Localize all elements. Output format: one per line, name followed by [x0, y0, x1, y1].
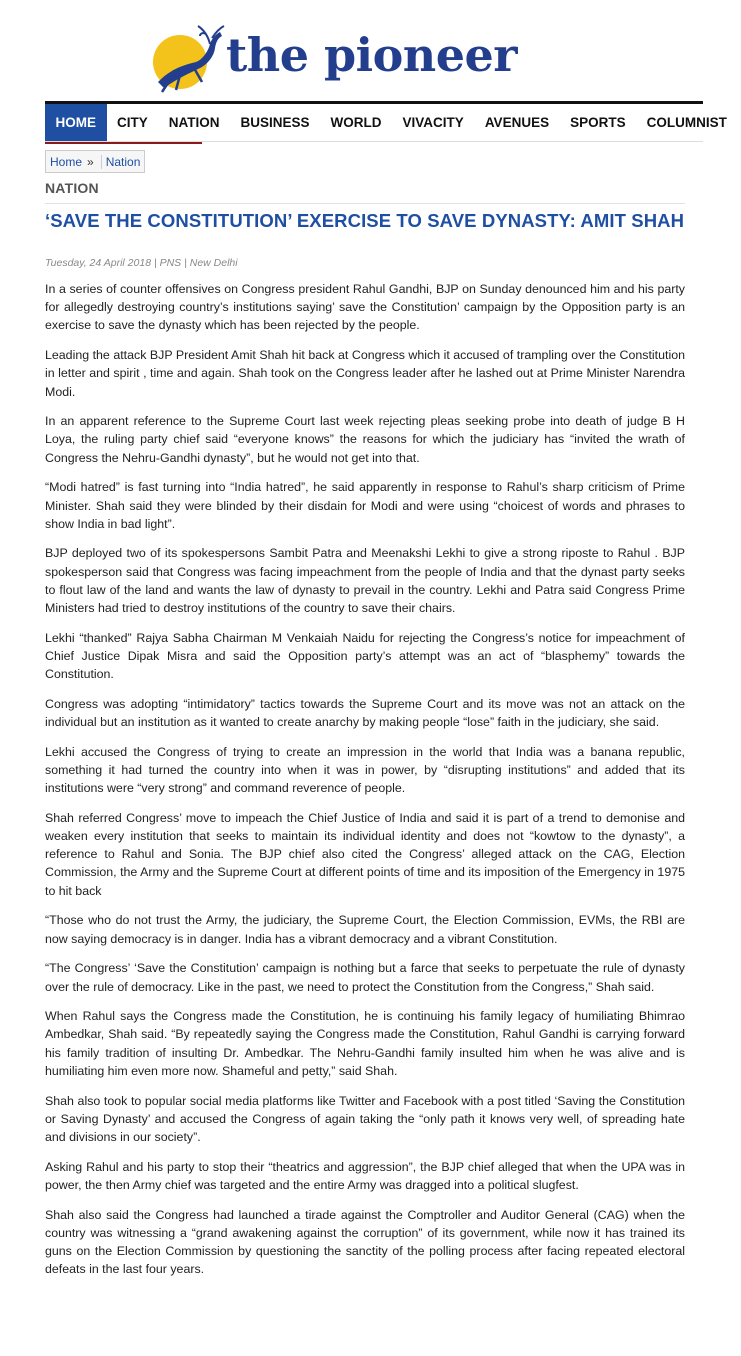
nav-item-world[interactable]: WORLD: [330, 115, 382, 130]
article-paragraph: Lekhi accused the Congress of trying to create an impression in the world that India was a banana republic, something it had turned the country into when it was in power, by “disrupting institutions” and added that its institutions were “very strong” and command reverence of people.: [45, 744, 685, 796]
nav-item-sports[interactable]: SPORTS: [570, 115, 626, 130]
article-paragraph: When Rahul says the Congress made the Constitution, he is continuing his family legacy of humiliating Bhimrao Ambedkar, Shah said. “By repeatedly saying the Congress made the Constitution, Rahul Gandhi is carrying forward his family tradition of insulting Dr. Ambedkar. The Nehru-Gandhi family insulted him when he was alive and is humiliating him even more now. Shameful and petty,” said Shah.: [45, 1009, 685, 1078]
nav-item-vivacity[interactable]: VIVACITY: [402, 115, 464, 130]
nav-item-business[interactable]: BUSINESS: [240, 115, 310, 130]
article-paragraph: Congress was adopting “intimidatory” tactics towards the Supreme Court and its move was not an attack on the individual but an institution as it wanted to create anarchy by making people “lose” faith in the judiciary, she said.: [45, 696, 685, 730]
article-paragraph: Leading the attack BJP President Amit Shah hit back at Congress which it accused of trampling over the Constitution in letter and spirit , time and again. Shah took on the Congress leader after he lashed out at Prime Minister Narendra Modi.: [45, 348, 685, 399]
site-logo[interactable]: [150, 20, 530, 96]
article-paragraph: BJP deployed two of its spokespersons Sambit Patra and Meenakshi Lekhi to give a strong riposte to Rahul . BJP spokesperson said that Congress was facing impeachment from the people of India and that the dynast party seeks to flout law of the land and wants the law of dynasty to prevail in the country. Lekhi and Patra said Congress Prime Ministers had tried to destroy institutions of the country to save their chairs.: [45, 546, 685, 616]
section-title: NATION: [45, 180, 99, 196]
breadcrumb-separator: »: [87, 154, 94, 169]
article-paragraph: In an apparent reference to the Supreme Court last week rejecting pleas seeking probe into death of judge B H Loya, the ruling party chief said “everyone knows” the reasons for which the judiciary has “invited the wrath of Congress the Nehru-Gandhi dynasty”, but he would not get into that.: [45, 414, 685, 465]
article-paragraph: In a series of counter offensives on Congress president Rahul Gandhi, BJP on Sunday denounced him and his party for allegedly destroying country’s institutions saying’ save the Constitution’ campaign by the Opposition party is an exercise to save the dynasty which has been rejected by the people.: [45, 282, 685, 333]
nav-item-home[interactable]: HOME: [45, 104, 107, 141]
main-nav: [45, 101, 727, 142]
article-dateline: Tuesday, 24 April 2018 | PNS | New Delhi: [45, 257, 238, 269]
article-paragraph: “The Congress’ ‘Save the Constitution’ campaign is nothing but a farce that seeks to perpetuate the rule of dynasty over the rule of democracy. Like in the past, we need to protect the Constitution from the Congress,” Shah said.: [45, 961, 685, 994]
article-paragraph: Asking Rahul and his party to stop their “theatrics and aggression”, the BJP chief alleged that when the UPA was in power, the then Army chief was targeted and the entire Army was dragged into a political slugfest.: [45, 1159, 685, 1192]
nav-item-city[interactable]: CITY: [117, 115, 148, 130]
article-body: [45, 280, 685, 1290]
article-paragraph: Lekhi “thanked” Rajya Sabha Chairman M Venkaiah Naidu for rejecting the Congress’s notice for impeachment of Chief Justice Dipak Misra and said the Opposition party’s attempt was an act of “blasphemy” towards the Constitution.: [45, 630, 685, 682]
breadcrumb-home-link[interactable]: Home: [50, 154, 83, 169]
nav-item-nation[interactable]: NATION: [168, 115, 220, 130]
nav-item-avenues[interactable]: AVENUES: [484, 115, 550, 130]
article-paragraph: “Those who do not trust the Army, the judiciary, the Supreme Court, the Election Commission, EVMs, the RBI are now saying democracy is in danger. India has a vibrant democracy and a vibrant Constitution.: [45, 913, 685, 946]
breadcrumb-nation-link[interactable]: Nation: [101, 155, 141, 169]
nav-item-columnist[interactable]: COLUMNIST: [646, 115, 727, 130]
article-paragraph: Shah referred Congress’ move to impeach the Chief Justice of India and said it is part of a trend to demonise and weaken every institution that seeks to maintain its individual identity and does not “kowtow to the dynasty”, a reference to Rahul and Sonia. The BJP chief also cited the Congress’ alleged attack on the CAG, Election Commission, the Army and the Supreme Court at different points of time and its imposition of the Emergency in 1975 to hit back: [45, 810, 685, 898]
breadcrumb: [45, 150, 145, 173]
article-paragraph: Shah also said the Congress had launched a tirade against the Comptroller and Auditor General (CAG) when the country was witnessing a “grand awakening against the corruption” of its government, while now it has trained its guns on the Election Commission by questioning the sanctity of the polling process after facing repeated electoral defeats in the last four years.: [45, 1207, 685, 1277]
deer-logo-icon: [150, 22, 226, 94]
article-headline: ‘SAVE THE CONSTITUTION’ EXERCISE TO SAVE DYNASTY: AMIT SHAH: [45, 210, 685, 231]
section-divider: [45, 203, 685, 204]
article-paragraph: “Modi hatred” is fast turning into “India hatred”, he said apparently in response to Rahul’s sharp criticism of Prime Minister. Shah said they were blinded by their disdain for Modi and were using “choicest of words and phrases to show India in bad light”.: [45, 480, 685, 531]
article-paragraph: Shah also took to popular social media platforms like Twitter and Facebook with a post titled ‘Saving the Constitution or Saving Dynasty’ and accused the Congress of again taking the “only path it knows very well, of spreading hate and divisions in our society”.: [45, 1093, 685, 1144]
logo-wordmark: the pioneer: [226, 28, 518, 82]
nav-accent-rule: [45, 142, 202, 144]
